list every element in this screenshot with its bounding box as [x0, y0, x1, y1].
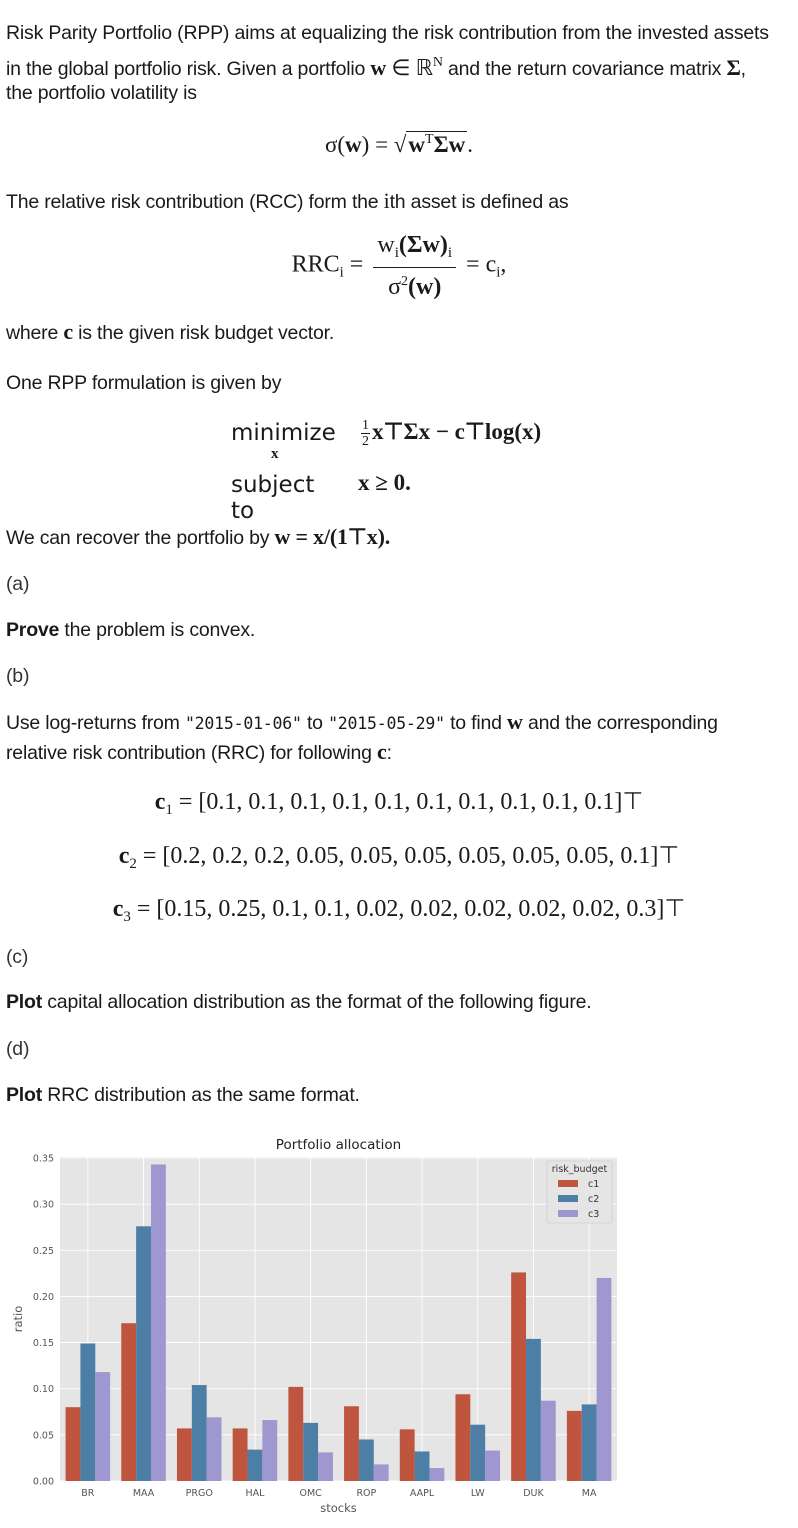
- vol-sigma-w: Σw: [433, 132, 466, 157]
- volatility-equation: [0, 132, 798, 158]
- x-tick-label: MAA: [132, 1488, 155, 1499]
- subject-to-label: subject to: [231, 472, 315, 524]
- bar-c2-maa: [136, 1226, 151, 1481]
- rrc-definition-text: [6, 186, 786, 217]
- bar-c1-duk: [511, 1272, 526, 1481]
- part-d-label: [6, 1034, 786, 1064]
- legend-label-c3: c3: [588, 1209, 600, 1220]
- part-c-rest: capital allocation distribution as the format of the following figure.: [42, 991, 592, 1013]
- y-tick-label: 0.05: [32, 1430, 54, 1442]
- start-date: "2015-01-06": [184, 714, 302, 733]
- budget-c3: [0, 894, 798, 926]
- part-a-label: [6, 569, 786, 599]
- bar-c1-prgo: [177, 1428, 192, 1481]
- rrc-den-sigma: σ: [388, 274, 401, 300]
- legend-label-c1: c1: [588, 1179, 600, 1190]
- bar-c2-prgo: [192, 1385, 207, 1481]
- rrc-def-a: The relative risk contribution (RCC) form the: [6, 191, 384, 213]
- bar-c1-omc: [288, 1387, 303, 1481]
- part-b-label-text: (b): [6, 665, 30, 687]
- y-tick-label: 0.25: [32, 1245, 54, 1257]
- where-text: [6, 317, 786, 348]
- rrc-den-sup: 2: [401, 274, 408, 289]
- bar-c1-rop: [344, 1406, 359, 1481]
- half-num: 1: [362, 418, 369, 433]
- intro-text-2e: and the return covariance matrix: [442, 58, 727, 80]
- part-d-label-text: (d): [6, 1038, 30, 1060]
- part-b-c: and the corresponding: [522, 712, 718, 734]
- x-tick-label: OMC: [299, 1488, 322, 1499]
- recover-text: [6, 522, 786, 553]
- bar-c3-maa: [151, 1164, 166, 1481]
- part-b-a: Use log-returns from: [6, 712, 185, 734]
- x-tick-label: AAPL: [409, 1488, 435, 1499]
- bar-c2-rop: [359, 1439, 374, 1481]
- part-b-label: [6, 661, 786, 691]
- where-b: is the given risk budget vector.: [72, 322, 335, 344]
- bar-c2-lw: [470, 1425, 485, 1481]
- bar-c2-hal: [248, 1450, 263, 1481]
- bar-c1-ma: [567, 1411, 582, 1481]
- legend-swatch-c1: [558, 1180, 578, 1187]
- formulation-label: One RPP formulation is given by: [6, 372, 282, 394]
- rrc-comma: ,: [500, 251, 507, 278]
- bar-c3-br: [95, 1372, 110, 1481]
- c3-vector: = [0.15, 0.25, 0.1, 0.1, 0.02, 0.02, 0.02, 0.02, 0.02, 0.3]⊤: [136, 896, 686, 922]
- y-tick-label: 0.10: [32, 1384, 54, 1396]
- part-d-rest: RRC distribution as the same format.: [42, 1084, 360, 1106]
- rrc-equals: =: [349, 251, 364, 278]
- part-a-text: [6, 615, 786, 645]
- bar-c2-omc: [303, 1423, 318, 1481]
- y-tick-label: 0.20: [32, 1291, 54, 1303]
- minimize-var: x: [271, 446, 279, 462]
- budget-c1: [0, 787, 798, 819]
- part-c-label: [6, 942, 786, 972]
- budget-c2: [0, 841, 798, 873]
- vol-rhs: ) = √: [361, 132, 407, 157]
- bar-c3-ma: [597, 1278, 612, 1481]
- c3-sub: 3: [123, 909, 131, 925]
- part-a-bold: Prove: [6, 619, 60, 641]
- bar-c3-lw: [485, 1451, 500, 1481]
- math-n-sup: N: [432, 55, 443, 70]
- legend-swatch-c2: [558, 1195, 578, 1202]
- c1-sub: 1: [165, 802, 173, 818]
- legend-swatch-c3: [558, 1210, 578, 1217]
- intro-text-1: Risk Parity Portfolio (RPP) aims at equalizing the risk contribution from the invested assets: [6, 22, 769, 44]
- bar-c1-maa: [121, 1323, 136, 1481]
- part-c-label-text: (c): [6, 946, 29, 968]
- intro-line-3: [6, 78, 786, 108]
- rrc-equation: [0, 232, 798, 300]
- math-c: c: [63, 319, 73, 344]
- math-i: i: [383, 188, 390, 213]
- objective: [361, 418, 541, 449]
- end-date: "2015-05-29": [328, 714, 445, 733]
- bar-c3-duk: [541, 1401, 556, 1481]
- rrc-rhs-sub: i: [496, 264, 501, 281]
- x-tick-label: DUK: [523, 1488, 544, 1499]
- part-b-c-vec: c: [376, 739, 387, 764]
- c2-symbol: c: [118, 843, 130, 869]
- rrc-numerator: [373, 232, 456, 268]
- vol-transpose: T: [425, 132, 434, 147]
- vol-lhs: σ(: [324, 132, 346, 157]
- vol-inner-w: w: [408, 132, 426, 157]
- x-tick-label: HAL: [245, 1488, 265, 1499]
- part-b-line-1: [6, 707, 786, 739]
- rrc-num-sigma-w: (Σw): [398, 232, 448, 258]
- x-tick-label: BR: [81, 1488, 95, 1499]
- intro-line-1: [6, 18, 786, 48]
- rrc-fraction: [373, 232, 456, 300]
- part-c-text: [6, 987, 786, 1017]
- recover-a: We can recover the portfolio by: [6, 527, 275, 549]
- chart-title: Portfolio allocation: [275, 1137, 402, 1153]
- half-den: 2: [362, 434, 369, 449]
- rrc-num-sub2: i: [447, 245, 453, 261]
- math-sigma: Σ: [726, 55, 741, 80]
- c3-symbol: c: [112, 896, 124, 922]
- vol-radicand: [406, 131, 467, 157]
- rrc-den-w: (w): [408, 274, 442, 300]
- legend-title: risk_budget: [551, 1164, 608, 1175]
- bar-c3-aapl: [429, 1468, 444, 1481]
- x-tick-label: PRGO: [185, 1488, 213, 1499]
- vol-period: .: [467, 132, 474, 157]
- bar-c2-duk: [526, 1339, 541, 1481]
- intro-text-2a: in the global portfolio risk. Given a portfolio: [6, 58, 371, 80]
- math-w: w: [370, 55, 387, 80]
- bar-c3-omc: [318, 1452, 333, 1481]
- x-tick-label: ROP: [356, 1488, 377, 1499]
- rrc-num-sub: i: [394, 245, 399, 261]
- part-a-label-text: (a): [6, 573, 30, 595]
- bar-c2-aapl: [415, 1451, 430, 1481]
- portfolio-allocation-chart: [0, 1128, 640, 1520]
- x-tick-label: MA: [581, 1488, 597, 1499]
- part-b-line-2: [6, 737, 786, 768]
- where-a: where: [6, 322, 64, 344]
- bar-c2-ma: [582, 1404, 597, 1481]
- c2-sub: 2: [129, 856, 137, 872]
- recover-eq: w = x/(1⊤x).: [274, 524, 390, 549]
- formulation-text: [6, 368, 786, 398]
- y-axis-label: ratio: [11, 1305, 25, 1333]
- vol-w: w: [345, 132, 362, 157]
- x-tick-label: LW: [470, 1488, 485, 1499]
- intro-text-3: the portfolio volatility is: [6, 82, 197, 104]
- y-tick-label: 0.15: [32, 1338, 54, 1350]
- rrc-denominator: [384, 268, 445, 300]
- half-fraction: [361, 418, 370, 449]
- rrc-num-w: w: [377, 232, 395, 258]
- bar-c1-lw: [455, 1394, 470, 1481]
- c1-vector: = [0.1, 0.1, 0.1, 0.1, 0.1, 0.1, 0.1, 0.1, 0.1, 0.1]⊤: [178, 789, 644, 815]
- rrc-lhs-sub: i: [339, 264, 344, 281]
- bar-c3-prgo: [207, 1417, 222, 1481]
- bar-c2-br: [80, 1343, 95, 1481]
- y-tick-label: 0.00: [32, 1476, 54, 1488]
- c2-vector: = [0.2, 0.2, 0.2, 0.05, 0.05, 0.05, 0.05, 0.05, 0.05, 0.1]⊤: [142, 843, 680, 869]
- part-b-b: to find: [444, 712, 508, 734]
- minimize-label: minimize: [231, 420, 336, 446]
- x-axis-label: stocks: [320, 1501, 357, 1515]
- part-b-to: to: [301, 712, 329, 734]
- intro-comma: ,: [740, 58, 746, 80]
- rrc-lhs: RRC: [291, 251, 340, 278]
- part-c-bold: Plot: [6, 991, 43, 1013]
- part-b-w: w: [507, 709, 523, 734]
- rrc-def-b: th asset is defined as: [389, 191, 569, 213]
- bar-c1-br: [66, 1407, 81, 1481]
- y-tick-label: 0.35: [32, 1153, 54, 1165]
- bar-c1-aapl: [400, 1429, 415, 1481]
- rrc-rhs: = c: [466, 251, 497, 278]
- legend-label-c2: c2: [588, 1194, 600, 1205]
- y-tick-label: 0.30: [32, 1199, 54, 1211]
- part-b-colon: :: [386, 742, 392, 764]
- math-in-reals: ∈ ℝ: [386, 55, 433, 80]
- bar-c1-hal: [233, 1428, 248, 1481]
- part-b-line2a: relative risk contribution (RRC) for following: [6, 742, 377, 764]
- c1-symbol: c: [154, 789, 166, 815]
- bar-c3-hal: [262, 1420, 277, 1481]
- part-a-rest: the problem is convex.: [59, 619, 256, 641]
- bar-c3-rop: [374, 1464, 389, 1481]
- constraint-expr: x ≥ 0.: [358, 470, 411, 495]
- objective-expr: x⊤Σx − c⊤log(x): [372, 418, 542, 444]
- part-d-text: [6, 1080, 786, 1110]
- part-d-bold: Plot: [6, 1084, 43, 1106]
